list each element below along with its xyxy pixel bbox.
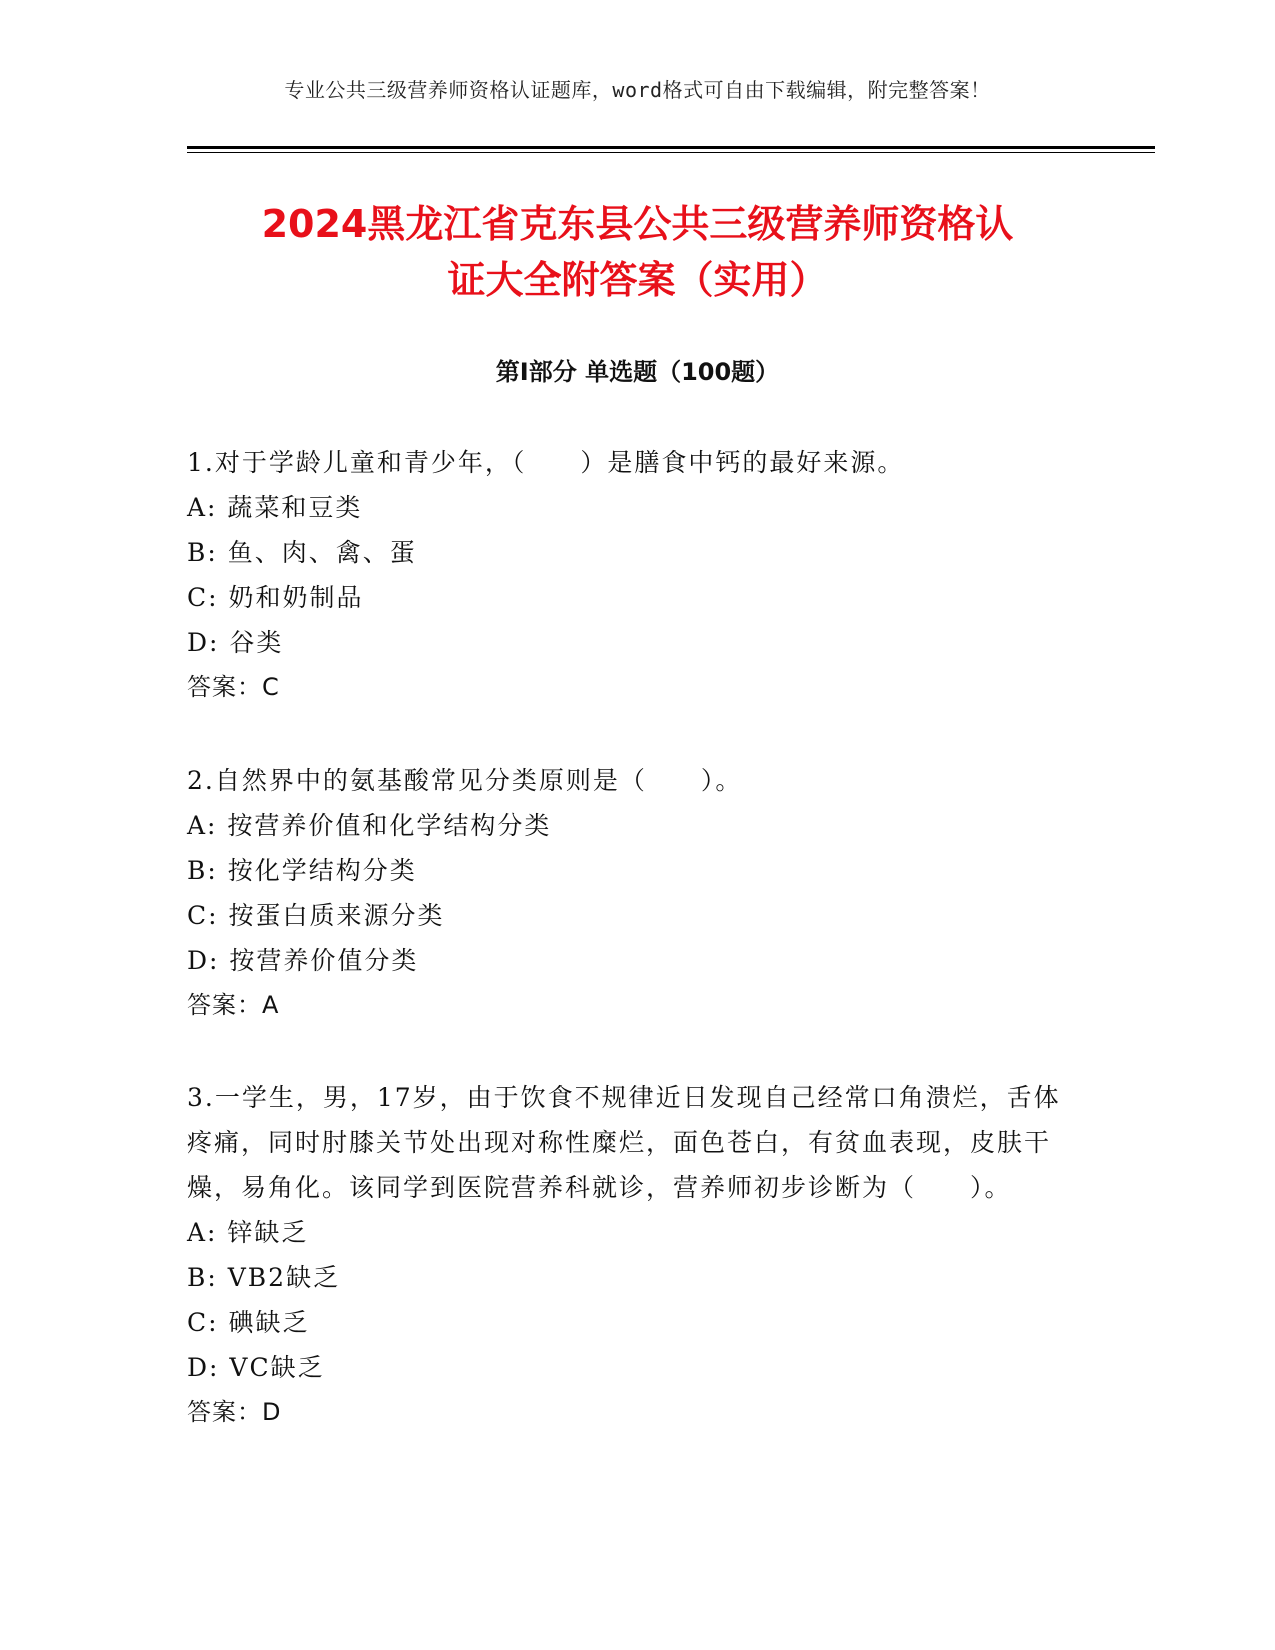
option-c: C: 按蛋白质来源分类 (187, 901, 445, 930)
answer-line: 答案：A (187, 991, 280, 1019)
option-b: B: 鱼、肉、禽、蛋 (187, 538, 417, 567)
question-2 (187, 758, 1067, 1028)
option-b: B: 按化学结构分类 (187, 856, 417, 885)
question-stem: 2.自然界中的氨基酸常见分类原则是（ ）。 (187, 766, 743, 795)
option-list (187, 803, 1067, 983)
option-list (187, 1210, 1067, 1390)
option-c: C: 奶和奶制品 (187, 583, 364, 612)
option-a: A: 按营养价值和化学结构分类 (187, 811, 552, 840)
question-stem: 1.对于学龄儿童和青少年，（ ）是膳食中钙的最好来源。 (187, 448, 905, 477)
question-1 (187, 440, 1067, 710)
header-note: 专业公共三级营养师资格认证题库，word格式可自由下载编辑，附完整答案！ (284, 78, 991, 102)
answer-line: 答案：C (187, 673, 280, 701)
document-title-line2: 证大全附答案（实用） (447, 258, 828, 302)
option-d: D: 按营养价值分类 (187, 946, 419, 975)
option-a: A: 蔬菜和豆类 (187, 493, 363, 522)
section-heading: 第I部分 单选题（100题） (495, 358, 780, 386)
option-list (187, 485, 1067, 665)
document-title (180, 196, 1095, 308)
header-rule-thick (187, 146, 1155, 149)
option-b: B: VB2缺乏 (187, 1263, 341, 1292)
option-a: A: 锌缺乏 (187, 1218, 309, 1247)
question-3 (187, 1075, 1067, 1435)
option-d: D: VC缺乏 (187, 1353, 325, 1382)
header-rule-thin (187, 152, 1155, 153)
option-d: D: 谷类 (187, 628, 284, 657)
document-title-line1: 2024黑龙江省克东县公共三级营养师资格认 (261, 202, 1014, 246)
answer-line: 答案：D (187, 1398, 282, 1426)
question-stem: 3.一学生，男，17岁，由于饮食不规律近日发现自己经常口角溃烂，舌体疼痛，同时肘膝关节处出现对称性糜烂，面色苍白，有贫血表现，皮肤干燥，易角化。该同学到医院营养科就诊，营养师初步诊断为（ ）。 (187, 1083, 1061, 1202)
option-c: C: 碘缺乏 (187, 1308, 310, 1337)
